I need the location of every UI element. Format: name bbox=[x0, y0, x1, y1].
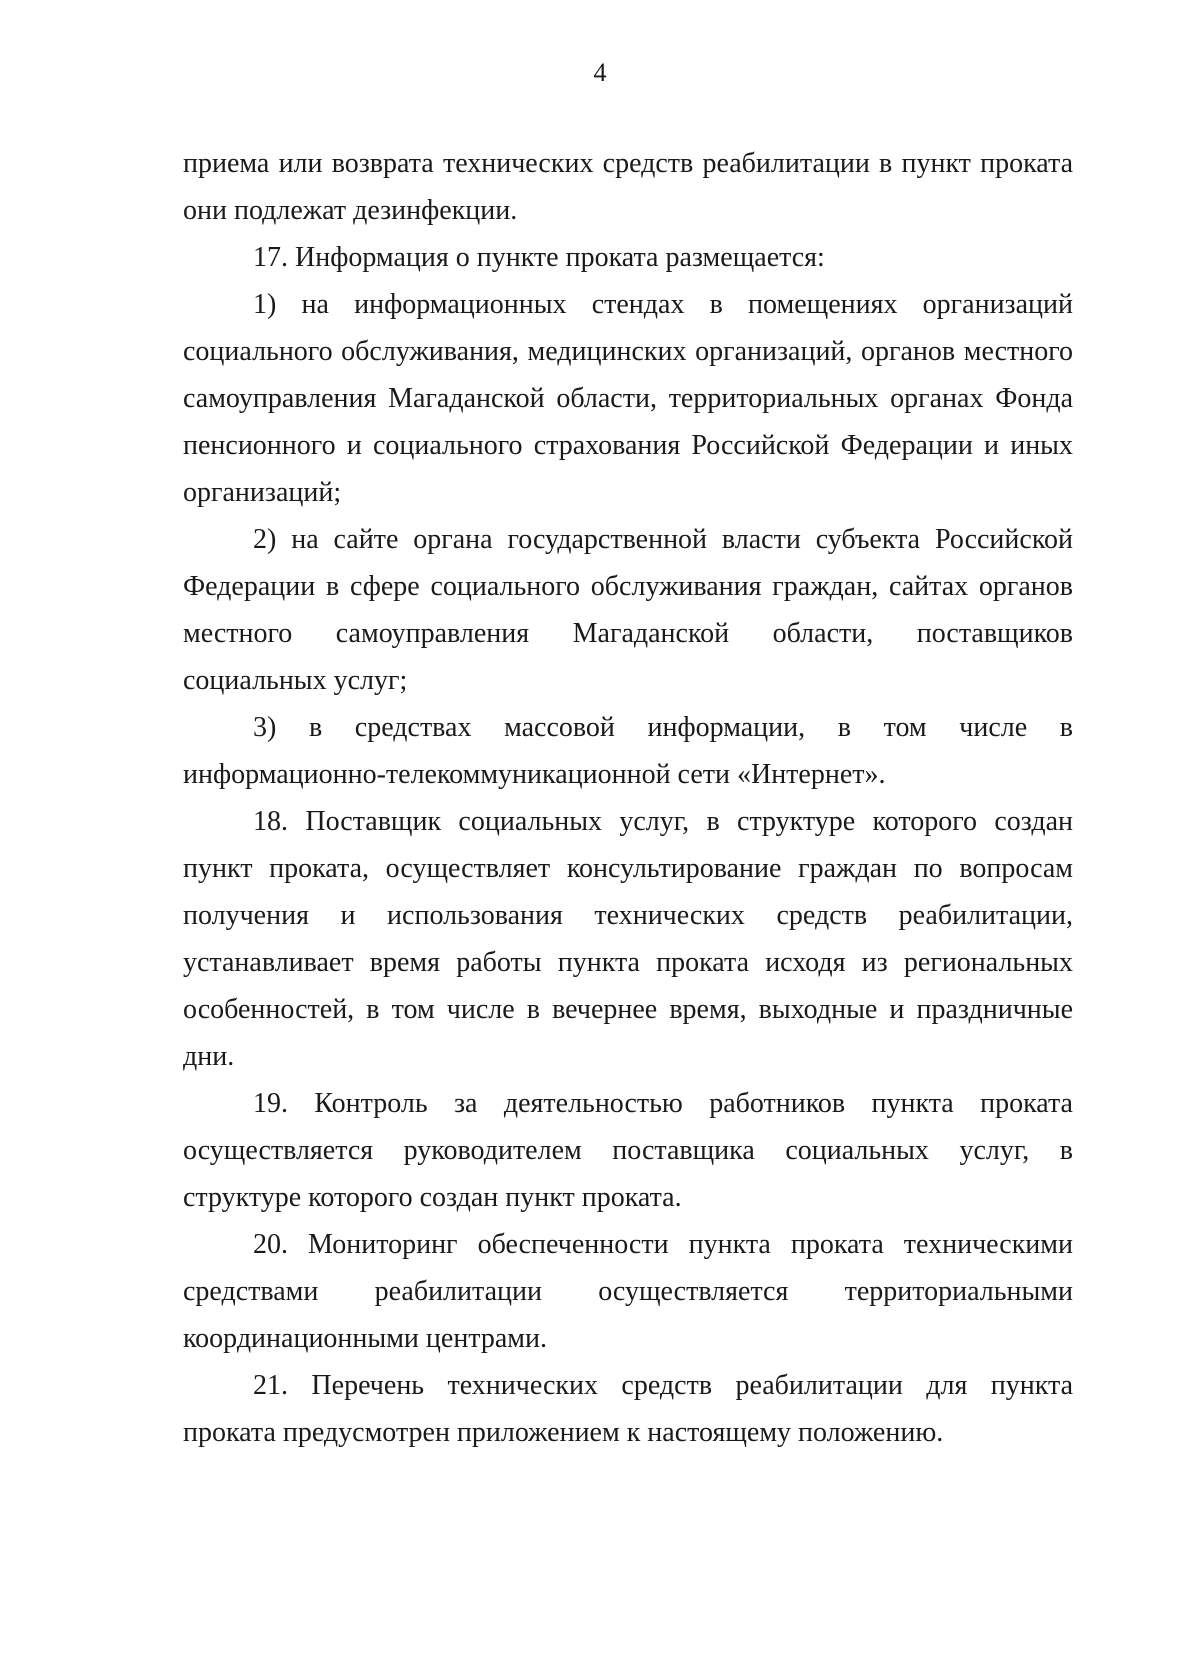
page-number: 4 bbox=[593, 58, 607, 87]
paragraph-17-item-2: 2) на сайте органа государственной власти субъекта Российской Федерации в сфере социального обслуживания граждан, сайтах органов местного самоуправления Магаданской области, поставщиков социальных услуг; bbox=[183, 524, 1073, 696]
paragraph-20: 20. Мониторинг обеспеченности пункта проката техническими средствами реабилитации осуществляется территориальными координационными центрами. bbox=[183, 1229, 1073, 1354]
paragraph-continuation: приема или возврата технических средств реабилитации в пункт проката они подлежат дезинфекции. bbox=[183, 148, 1073, 226]
paragraph-17-item-1: 1) на информационных стендах в помещениях организаций социального обслуживания, медицинских организаций, органов местного самоуправления Магаданской области, территориальных органах Фонда пенсионного и социального страхования Российской Федерации и иных организаций; bbox=[183, 289, 1073, 508]
paragraph-19: 19. Контроль за деятельностью работников пункта проката осуществляется руководителем поставщика социальных услуг, в структуре которого создан пункт проката. bbox=[183, 1088, 1073, 1213]
paragraph-21: 21. Перечень технических средств реабилитации для пункта проката предусмотрен приложением к настоящему положению. bbox=[183, 1370, 1073, 1448]
paragraph-18: 18. Поставщик социальных услуг, в структуре которого создан пункт проката, осуществляет консультирование граждан по вопросам получения и использования технических средств реабилитации, устанавливает время работы пункта проката исходя из региональных особенностей, в том числе в вечернее время, выходные и праздничные дни. bbox=[183, 806, 1073, 1072]
paragraph-17: 17. Информация о пункте проката размещается: bbox=[253, 242, 825, 273]
paragraph-17-item-3: 3) в средствах массовой информации, в том числе в информационно-телекоммуникационной сети «Интернет». bbox=[183, 712, 1073, 790]
document-body bbox=[183, 140, 1073, 1456]
